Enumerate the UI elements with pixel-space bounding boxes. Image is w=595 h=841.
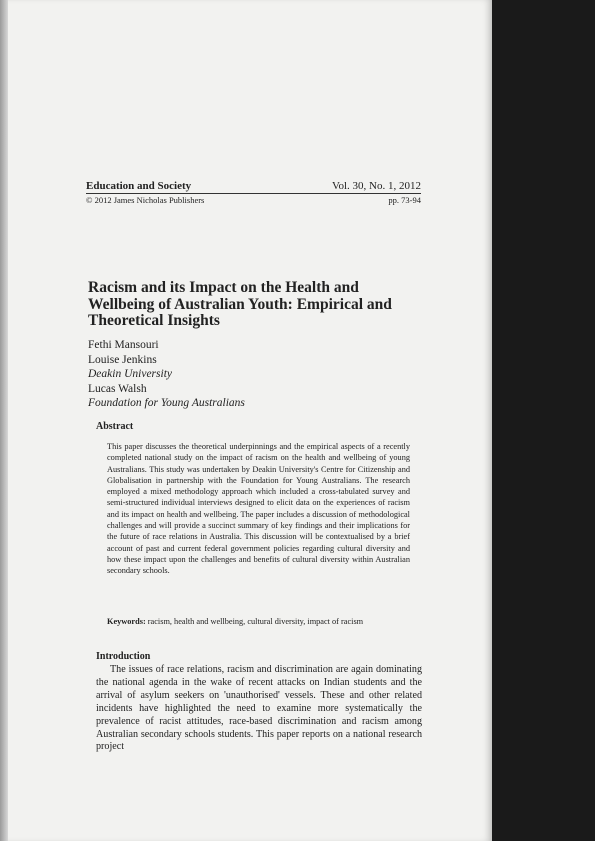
author-block <box>88 338 408 411</box>
journal-name: Education and Society <box>86 180 192 192</box>
author-name: Lucas Walsh <box>88 382 147 395</box>
keywords-line <box>107 616 410 627</box>
abstract-heading: Abstract <box>96 421 134 432</box>
introduction-body: The issues of race relations, racism and discrimination are again dominating the national agenda in the wake of recent attacks on Indian students and the arrival of asylum seekers on 'unauthorised' vessels. These and other related incidents have highlighted the need to examine more systematically the prevalence of racist attitudes, race-based discrimination and racism among Australian secondary schools students. This paper reports on a national research project <box>96 664 422 753</box>
abstract-body: This paper discusses the theoretical underpinnings and the empirical aspects of a recently completed national study on the impact of racism on the health and wellbeing of young Australians. This study was undertaken by Deakin University's Centre for Citizenship and Globalisation in partnership with the Foundation for Young Australians. The research employed a mixed methodology approach which included a cross-tabulated survey and semi-structured individual interviews designed to elicit data on the experiences of racism and its impact on health and wellbeing. The paper includes a discussion of methodological challenges and will provide a succinct summary of key findings and their implications for the future of race relations in Australia. This discussion will be contextualised by a brief account of past and current federal government policies regarding cultural diversity and how these impact upon the challenges and benefits of cultural diversity within Australian secondary schools. <box>107 442 410 576</box>
journal-page <box>8 0 492 841</box>
page-range: pp. 73-94 <box>388 195 421 205</box>
author-affiliation: Foundation for Young Australians <box>88 397 245 410</box>
introduction-heading: Introduction <box>96 651 151 662</box>
article-title: Racism and its Impact on the Health and Wellbeing of Australian Youth: Empirical and Theoretical Insights <box>88 279 392 329</box>
volume-issue: Vol. 30, No. 1, 2012 <box>331 180 421 192</box>
author-name: Fethi Mansouri <box>88 339 159 351</box>
running-header-row-2 <box>86 195 421 205</box>
copyright-line: © 2012 James Nicholas Publishers <box>86 195 205 205</box>
header-rule <box>86 193 421 194</box>
author-name: Louise Jenkins <box>88 353 157 366</box>
keywords-list: racism, health and wellbeing, cultural diversity, impact of racism <box>147 617 364 626</box>
keywords-label: Keywords: <box>107 617 146 626</box>
running-header-row-1 <box>86 180 421 192</box>
author-affiliation: Deakin University <box>88 368 172 381</box>
scanner-left-edge <box>0 0 8 841</box>
